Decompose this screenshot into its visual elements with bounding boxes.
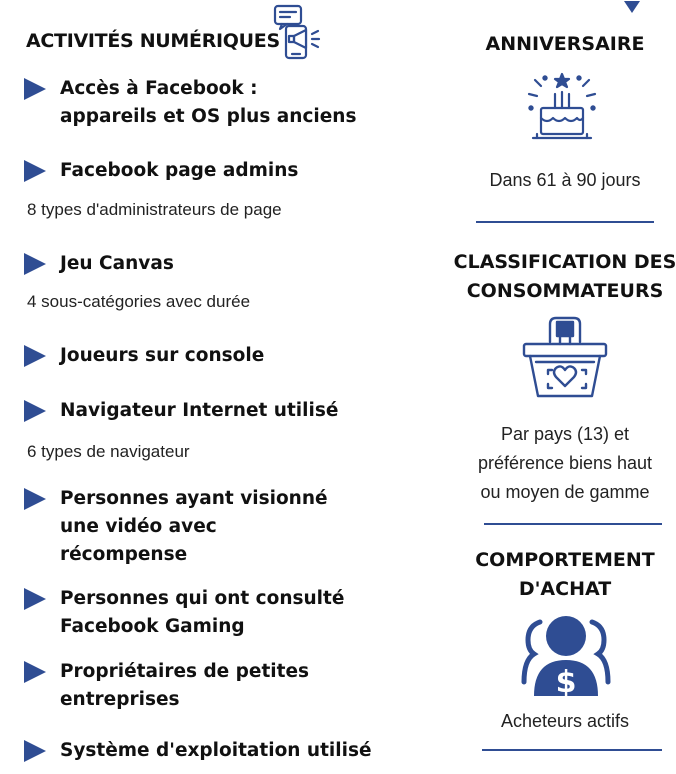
birthday-cake-icon xyxy=(523,72,601,155)
bullet-triangle-icon xyxy=(24,160,46,182)
bullet-triangle-icon xyxy=(24,661,46,683)
item-line: Personnes ayant visionné xyxy=(60,488,328,509)
bullet-triangle-icon xyxy=(24,345,46,367)
list-item-facebook-gaming xyxy=(24,588,344,641)
item-line: Facebook Gaming xyxy=(60,616,245,637)
purchase-title xyxy=(452,546,676,604)
buyer-dollar-icon xyxy=(520,612,612,701)
item-line: Système d'exploitation utilisé xyxy=(60,740,372,761)
item-line: Personnes qui ont consulté xyxy=(60,588,345,609)
item-line: Joueurs sur console xyxy=(60,345,265,366)
text-line: préférence biens haut xyxy=(477,453,653,473)
subtext-page-admins: 8 types d'administrateurs de page xyxy=(27,200,282,219)
bullet-triangle-icon xyxy=(24,253,46,275)
divider xyxy=(476,221,654,223)
bullet-triangle-icon xyxy=(24,588,46,610)
divider xyxy=(482,749,662,751)
list-item-canvas-game xyxy=(24,253,174,278)
anniversary-title: ANNIVERSAIRE xyxy=(485,33,645,55)
item-line: Navigateur Internet utilisé xyxy=(60,400,339,421)
item-line: Accès à Facebook : xyxy=(60,78,258,99)
bullet-triangle-icon xyxy=(24,78,46,100)
classification-text xyxy=(452,420,676,507)
list-item-small-business xyxy=(24,661,309,714)
title-line: D'ACHAT xyxy=(518,578,612,600)
list-item-rewarded-video xyxy=(24,488,328,569)
list-item-os xyxy=(24,740,372,765)
chevron-down-icon xyxy=(624,0,640,18)
item-line: Jeu Canvas xyxy=(60,253,174,274)
text-line: ou moyen de gamme xyxy=(480,482,650,502)
item-line: entreprises xyxy=(60,689,180,710)
title-line: COMPORTEMENT xyxy=(475,549,655,571)
bullet-triangle-icon xyxy=(24,740,46,762)
anniversary-text-block xyxy=(452,166,676,195)
purchase-section xyxy=(452,546,676,604)
classification-text-block xyxy=(452,420,676,507)
item-line: une vidéo avec xyxy=(60,516,217,537)
megaphone-chat-icon xyxy=(272,2,330,65)
item-line: appareils et OS plus anciens xyxy=(60,106,357,127)
list-item-page-admins xyxy=(24,160,298,185)
list-item-facebook-access xyxy=(24,78,356,131)
subtext-browser: 6 types de navigateur xyxy=(27,442,190,461)
shopping-basket-icon xyxy=(520,314,610,407)
classification-title xyxy=(452,248,676,306)
title-line: CLASSIFICATION DES xyxy=(453,251,676,273)
bullet-triangle-icon xyxy=(24,488,46,510)
purchase-text: Acheteurs actifs xyxy=(500,711,630,731)
bullet-triangle-icon xyxy=(24,400,46,422)
text-line: Par pays (13) et xyxy=(500,424,630,444)
item-line: récompense xyxy=(60,544,188,565)
section-title-digital-activities: ACTIVITÉS NUMÉRIQUES xyxy=(26,30,280,52)
anniversary-text: Dans 61 à 90 jours xyxy=(489,170,641,190)
list-item-console-players xyxy=(24,345,264,370)
list-item-browser xyxy=(24,400,338,425)
item-line: Propriétaires de petites xyxy=(60,661,310,682)
classification-section xyxy=(452,248,676,306)
anniversary-section xyxy=(452,30,676,59)
purchase-text-block xyxy=(452,707,676,736)
subtext-canvas: 4 sous-catégories avec durée xyxy=(27,292,251,311)
svg-text:$: $ xyxy=(555,665,577,696)
divider xyxy=(484,523,662,525)
title-line: CONSOMMATEURS xyxy=(466,280,664,302)
item-line: Facebook page admins xyxy=(60,160,299,181)
